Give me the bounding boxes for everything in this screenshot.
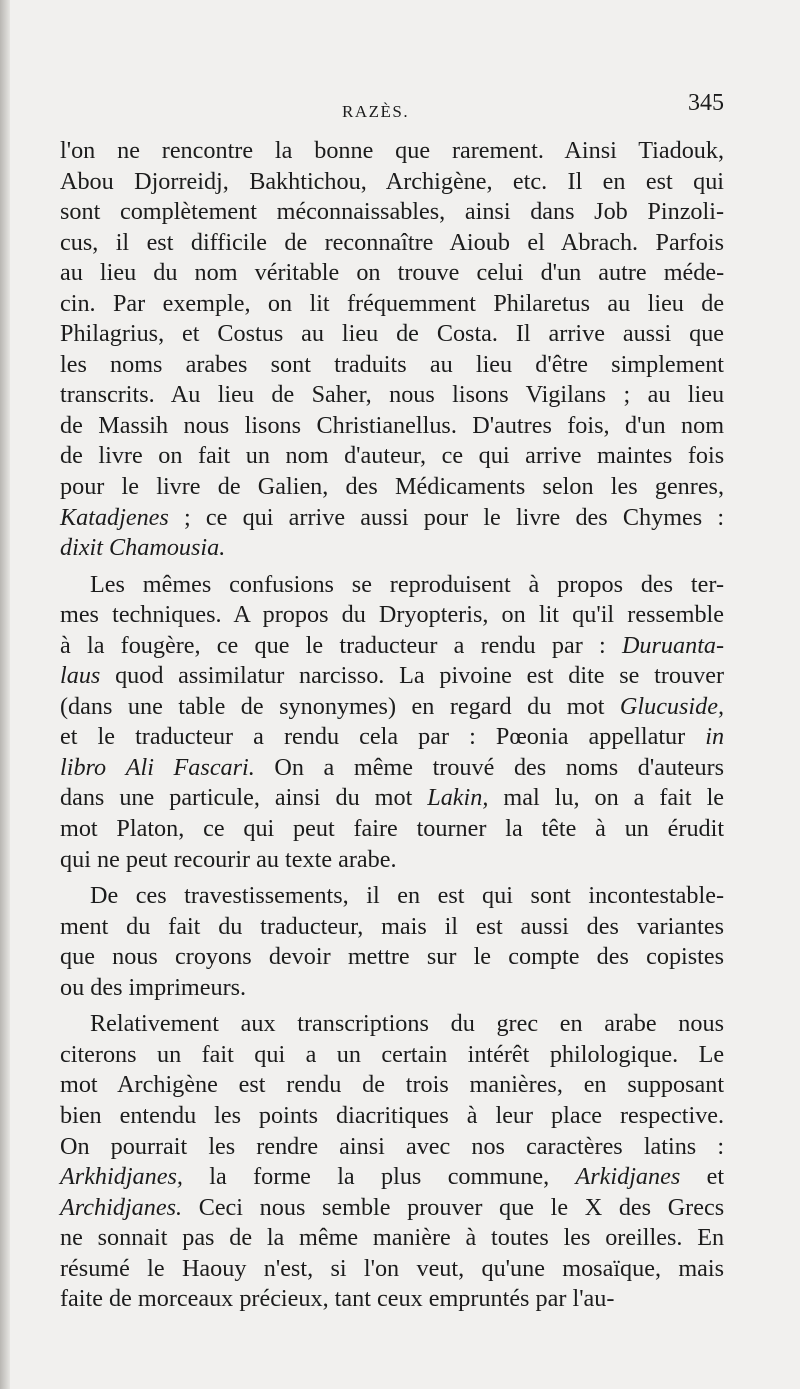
page-header (60, 88, 724, 128)
text-line: Arkhidjanes, la forme la plus commune, Arkidjanes et (60, 1163, 725, 1191)
text-line: cus, il est difficile de reconnaître Aioub el Abrach. Parfois (60, 228, 725, 256)
text-line: cin. Par exemple, on lit fréquemment Philaretus au lieu de (60, 289, 725, 317)
text-line: et le traducteur a rendu cela par : Pœonia appellatur in (60, 723, 725, 751)
text-line: Katadjenes ; ce qui arrive aussi pour le livre des Chymes : (60, 503, 725, 531)
italic-word: Glucuside, (619, 692, 725, 720)
text-line: Abou Djorreidj, Bakhtichou, Archigène, etc. Il en est qui (60, 167, 725, 195)
italic-word: Fascari. (173, 753, 255, 781)
text-line: sont complètement méconnaissables, ainsi dans Job Pinzoli- (60, 198, 725, 226)
text-line: ment du fait du traducteur, mais il est aussi des variantes (60, 912, 725, 940)
text-line: bien entendu les points diacritiques à leur place respective. (60, 1101, 725, 1129)
text-line: Relativement aux transcriptions du grec en arabe nous (90, 1010, 724, 1038)
text-line: transcrits. Au lieu de Saher, nous lisons Vigilans ; au lieu (60, 381, 725, 409)
text-line: faite de morceaux précieux, tant ceux empruntés par l'au- (60, 1285, 615, 1313)
italic-word: Arkhidjanes, (60, 1163, 183, 1191)
text-line: dans une particule, ainsi du mot Lakin, mal lu, on a fait le (60, 784, 725, 812)
text-line: Les mêmes confusions se reproduisent à propos des ter- (90, 570, 725, 598)
text-line: De ces travestissements, il en est qui sont incontestable- (90, 882, 725, 910)
text-line: les noms arabes sont traduits au lieu d'être simplement (60, 350, 725, 378)
italic-word: Katadjenes (60, 503, 169, 531)
text-line: On pourrait les rendre ainsi avec nos caractères latins : (60, 1132, 725, 1160)
text-line: pour le livre de Galien, des Médicaments selon les genres, (60, 473, 725, 501)
text-line: mot Platon, ce qui peut faire tourner la tête à un érudit (60, 815, 725, 843)
scan-page-edge (0, 0, 10, 1389)
text-line: ne sonnait pas de la même manière à toutes les oreilles. En (60, 1224, 725, 1252)
text-line: mes techniques. A propos du Dryopteris, on lit qu'il ressemble (60, 601, 724, 629)
text-line: libro Ali Fascari. On a même trouvé des noms d'auteurs (60, 753, 725, 781)
text-line: Archidjanes. Ceci nous semble prouver que le X des Grecs (60, 1193, 725, 1221)
text-line: à la fougère, ce que le traducteur a rendu par : Duruanta- (60, 631, 725, 659)
text-line (60, 533, 724, 564)
italic-word: Ali (125, 753, 154, 781)
italic-word: libro (60, 753, 107, 781)
paragraph (60, 136, 724, 564)
text-line: Philagrius, et Costus au lieu de Costa. Il arrive aussi que (60, 320, 725, 348)
italic-word: Chamousia. (109, 534, 226, 562)
italic-word: Arkidjanes (575, 1163, 681, 1191)
text-line: de Massih nous lisons Christianellus. D'autres fois, d'un nom (60, 411, 725, 439)
text-line: citerons un fait qui a un certain intérêt philologique. Le (60, 1040, 725, 1068)
text-line: de livre on fait un nom d'auteur, ce qui arrive maintes fois (60, 442, 725, 470)
text-line: ou des imprimeurs. (60, 973, 247, 1001)
text-line: mot Archigène est rendu de trois manières, en supposant (60, 1071, 725, 1099)
text-line: résumé le Haouy n'est, si l'on veut, qu'une mosaïque, mais (60, 1254, 725, 1282)
paragraph (60, 570, 724, 875)
italic-word: laus (60, 662, 101, 690)
body-text (60, 136, 724, 1315)
italic-word: Archidjanes. (60, 1193, 183, 1221)
italic-word: in (705, 723, 725, 751)
text-line: qui ne peut recourir au texte arabe. (60, 845, 397, 873)
italic-word: dixit (60, 534, 103, 562)
text-line: au lieu du nom véritable on trouve celui d'un autre méde- (60, 259, 725, 287)
paragraph (60, 881, 724, 1003)
paragraph (60, 1009, 724, 1314)
text-line: que nous croyons devoir mettre sur le compte des copistes (60, 943, 725, 971)
text-line: l'on ne rencontre la bonne que rarement. Ainsi Tiadouk, (60, 137, 725, 164)
running-head: RAZÈS. (342, 102, 410, 121)
text-line: laus quod assimilatur narcisso. La pivoine est dite se trouver (60, 662, 725, 690)
page-number: 345 (688, 90, 724, 116)
italic-word: Duruanta- (621, 631, 725, 659)
italic-word: Lakin, (427, 784, 489, 812)
text-line: (dans une table de synonymes) en regard du mot Glucuside, (60, 692, 725, 720)
